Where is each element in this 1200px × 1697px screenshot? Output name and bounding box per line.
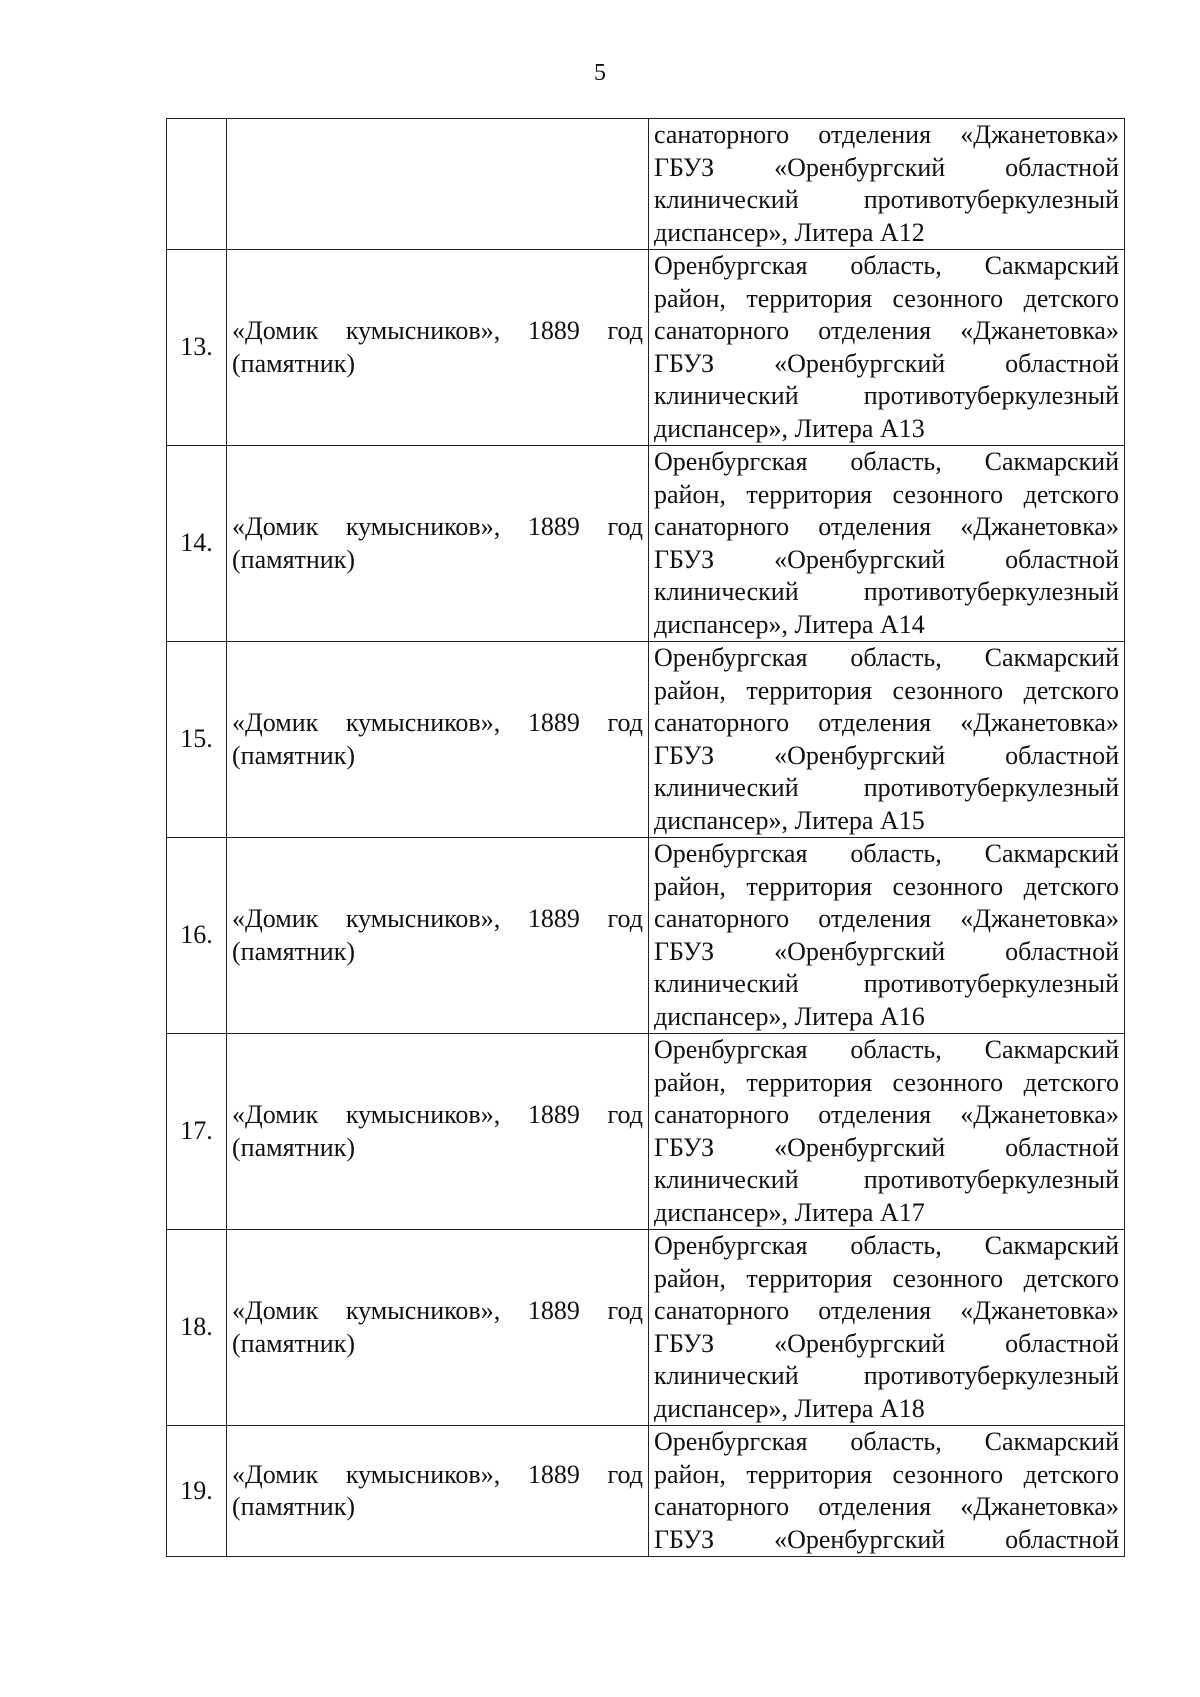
address-word: «Оренбургский [774, 740, 946, 770]
address-word: «Оренбургский [774, 1328, 946, 1358]
table-row [167, 446, 1125, 642]
address-line [654, 544, 1119, 577]
table-row [167, 1426, 1125, 1557]
address-line [654, 1197, 1119, 1230]
object-name-cell [227, 1230, 649, 1426]
address-word: диспансер», Литера А15 [654, 805, 925, 835]
table-row [167, 1034, 1125, 1230]
address-word: Оренбургская [654, 1231, 808, 1260]
object-name-cell [227, 642, 649, 838]
address-word: ГБУЗ [654, 936, 715, 966]
address-word: район, [654, 1263, 726, 1293]
address-word: «Оренбургский [774, 544, 946, 574]
row-number-cell: 19. [167, 1426, 227, 1557]
object-name-word: год [607, 1459, 643, 1489]
address-word: область, [850, 251, 942, 280]
address-word: сезонного [892, 1263, 1004, 1293]
address-line [654, 1034, 1119, 1067]
object-name-word: «Домик [232, 708, 319, 737]
object-name-word: кумысников», [345, 1100, 501, 1129]
address-word: областной [1005, 544, 1119, 574]
address-line [654, 217, 1119, 250]
address-word: клинический [654, 577, 799, 606]
object-name-word: «Домик [232, 1100, 319, 1129]
page-number: 5 [594, 60, 606, 86]
object-name-word: кумысников», [345, 1296, 501, 1325]
object-name-word: кумысников», [345, 316, 501, 345]
address-word: область, [850, 643, 942, 672]
address-word: ГБУЗ [654, 1328, 715, 1358]
object-category: (памятник) [232, 1492, 356, 1521]
object-name-word: «Домик [232, 1459, 319, 1489]
address-word: противотуберкулезный [863, 1165, 1119, 1194]
object-name-word: 1889 [527, 1296, 580, 1325]
address-word: район, [654, 675, 726, 705]
address-word: сезонного [892, 675, 1004, 705]
object-name-cell [227, 1426, 649, 1557]
address-line [654, 413, 1119, 446]
address-word: территория [746, 871, 873, 901]
object-name-word: «Домик [232, 316, 319, 345]
address-line [654, 609, 1119, 642]
address-word: диспансер», Литера А12 [654, 217, 925, 247]
address-word: противотуберкулезный [863, 969, 1119, 998]
address-word: диспансер», Литера А17 [654, 1197, 925, 1227]
address-word: район, [654, 479, 726, 509]
address-line [654, 1459, 1119, 1492]
address-word: санаторного [654, 316, 790, 345]
address-word: территория [746, 479, 873, 509]
address-line [654, 1263, 1119, 1296]
object-name-cell [227, 250, 649, 446]
address-word: территория [746, 283, 873, 313]
address-word: санаторного [654, 708, 790, 737]
address-line [654, 1491, 1119, 1524]
address-line [654, 1426, 1119, 1459]
address-line [654, 675, 1119, 708]
address-line [654, 1360, 1119, 1393]
object-name-line [232, 903, 643, 936]
address-line [654, 740, 1119, 773]
address-word: сезонного [892, 871, 1004, 901]
object-name-cell [227, 838, 649, 1034]
address-word: район, [654, 283, 726, 313]
address-line [654, 1001, 1119, 1034]
address-cell [649, 838, 1125, 1034]
address-word: диспансер», Литера А18 [654, 1393, 925, 1423]
object-category: (памятник) [232, 1132, 356, 1162]
address-word: район, [654, 1459, 726, 1489]
address-word: детского [1023, 675, 1119, 705]
table-row [167, 1230, 1125, 1426]
address-word: область, [850, 1035, 942, 1064]
address-word: отделения [818, 1492, 932, 1521]
object-name-line [232, 1295, 643, 1328]
address-line [654, 283, 1119, 316]
address-word: противотуберкулезный [863, 185, 1119, 214]
address-word: отделения [818, 512, 932, 541]
address-word: отделения [818, 904, 932, 933]
address-line [654, 576, 1119, 609]
address-word: отделения [818, 1100, 932, 1129]
address-word: район, [654, 1067, 726, 1097]
address-word: ГБУЗ [654, 348, 715, 378]
address-word: санаторного [654, 1296, 790, 1325]
address-word: область, [850, 447, 942, 476]
address-word: санаторного [654, 512, 790, 541]
object-name-word: 1889 [527, 708, 580, 737]
address-word: детского [1023, 283, 1119, 313]
address-word: областной [1005, 348, 1119, 378]
address-line [654, 1099, 1119, 1132]
address-word: сезонного [892, 1067, 1004, 1097]
address-word: территория [746, 675, 873, 705]
address-cell [649, 642, 1125, 838]
object-name-line [232, 315, 643, 348]
address-word: территория [746, 1459, 873, 1489]
row-number-cell: 17. [167, 1034, 227, 1230]
address-word: ГБУЗ [654, 544, 715, 574]
address-word: ГБУЗ [654, 1132, 715, 1162]
address-word: клинический [654, 1165, 799, 1194]
address-word: клинический [654, 969, 799, 998]
address-word: Сакмарский [984, 447, 1119, 476]
address-line [654, 772, 1119, 805]
object-name-word: 1889 [527, 512, 580, 541]
table-row [167, 119, 1125, 250]
address-word: «Джанетовка» [960, 316, 1119, 345]
address-line [654, 968, 1119, 1001]
object-name-word: 1889 [527, 1100, 580, 1129]
address-cell [649, 446, 1125, 642]
address-word: отделения [818, 120, 932, 149]
address-line [654, 871, 1119, 904]
address-word: Оренбургская [654, 1035, 808, 1064]
address-line [654, 1230, 1119, 1263]
address-word: санаторного [654, 1492, 790, 1521]
address-word: ГБУЗ [654, 1524, 715, 1554]
address-cell [649, 1230, 1125, 1426]
address-word: диспансер», Литера А16 [654, 1001, 925, 1031]
address-word: Сакмарский [984, 839, 1119, 868]
object-name-word: кумысников», [345, 512, 501, 541]
object-name-word: «Домик [232, 904, 319, 933]
address-word: «Джанетовка» [960, 1296, 1119, 1325]
object-name-word: год [607, 316, 643, 345]
address-word: областной [1005, 740, 1119, 770]
object-name-word: год [607, 708, 643, 737]
address-line [654, 707, 1119, 740]
address-word: сезонного [892, 479, 1004, 509]
address-word: сезонного [892, 1459, 1004, 1489]
address-word: санаторного [654, 120, 790, 149]
object-name-word: год [607, 904, 643, 933]
object-name-cell [227, 1034, 649, 1230]
address-word: противотуберкулезный [863, 1361, 1119, 1390]
address-word: клинический [654, 773, 799, 802]
address-word: «Джанетовка» [960, 512, 1119, 541]
address-cell [649, 1034, 1125, 1230]
address-line [654, 936, 1119, 969]
table-body [167, 119, 1125, 1557]
address-word: противотуберкулезный [863, 381, 1119, 410]
object-category: (памятник) [232, 936, 356, 966]
monuments-table [166, 118, 1125, 1557]
object-name-word: «Домик [232, 1296, 319, 1325]
row-number-cell [167, 119, 227, 250]
address-word: противотуберкулезный [863, 773, 1119, 802]
address-line [654, 446, 1119, 479]
address-word: территория [746, 1263, 873, 1293]
object-name-word: год [607, 1296, 643, 1325]
address-word: «Оренбургский [774, 152, 946, 182]
row-number-cell: 18. [167, 1230, 227, 1426]
address-word: детского [1023, 1067, 1119, 1097]
address-word: противотуберкулезный [863, 577, 1119, 606]
address-word: ГБУЗ [654, 740, 715, 770]
address-line [654, 380, 1119, 413]
object-name-word: кумысников», [345, 1459, 501, 1489]
address-word: «Джанетовка» [960, 120, 1119, 149]
address-word: Оренбургская [654, 1427, 808, 1456]
object-name-line [232, 511, 643, 544]
address-word: «Джанетовка» [960, 1492, 1119, 1521]
address-word: отделения [818, 1296, 932, 1325]
address-line [654, 1393, 1119, 1426]
address-line [654, 250, 1119, 283]
address-word: областной [1005, 936, 1119, 966]
address-word: район, [654, 871, 726, 901]
address-word: Сакмарский [984, 1427, 1119, 1456]
address-word: областной [1005, 1524, 1119, 1554]
row-number-cell: 14. [167, 446, 227, 642]
address-word: «Оренбургский [774, 348, 946, 378]
address-word: областной [1005, 152, 1119, 182]
address-word: диспансер», Литера А13 [654, 413, 925, 443]
address-cell [649, 1426, 1125, 1557]
address-word: область, [850, 1427, 942, 1456]
address-word: территория [746, 1067, 873, 1097]
object-name-line [232, 1459, 643, 1492]
address-word: «Джанетовка» [960, 904, 1119, 933]
address-line [654, 119, 1119, 152]
object-category: (памятник) [232, 544, 356, 574]
address-word: Оренбургская [654, 251, 808, 280]
address-line [654, 184, 1119, 217]
address-word: Сакмарский [984, 1231, 1119, 1260]
address-word: Сакмарский [984, 1035, 1119, 1064]
object-name-word: кумысников», [345, 904, 501, 933]
address-word: клинический [654, 381, 799, 410]
address-word: областной [1005, 1132, 1119, 1162]
address-word: «Джанетовка» [960, 1100, 1119, 1129]
address-line [654, 479, 1119, 512]
object-name-cell [227, 119, 649, 250]
address-line [654, 903, 1119, 936]
object-name-word: 1889 [527, 1459, 580, 1489]
address-line [654, 1164, 1119, 1197]
address-word: детского [1023, 1459, 1119, 1489]
address-word: детского [1023, 1263, 1119, 1293]
address-word: санаторного [654, 904, 790, 933]
address-line [654, 1524, 1119, 1557]
address-word: областной [1005, 1328, 1119, 1358]
address-line [654, 1295, 1119, 1328]
object-name-line [232, 707, 643, 740]
address-word: Сакмарский [984, 251, 1119, 280]
table-row [167, 642, 1125, 838]
address-line [654, 838, 1119, 871]
address-word: диспансер», Литера А14 [654, 609, 925, 639]
object-category: (памятник) [232, 1328, 356, 1358]
address-line [654, 348, 1119, 381]
address-line [654, 315, 1119, 348]
object-category: (памятник) [232, 740, 356, 770]
object-category: (памятник) [232, 348, 356, 378]
address-line [654, 511, 1119, 544]
row-number-cell: 16. [167, 838, 227, 1034]
address-word: сезонного [892, 283, 1004, 313]
object-name-line [232, 1099, 643, 1132]
address-word: детского [1023, 871, 1119, 901]
address-word: Оренбургская [654, 839, 808, 868]
address-word: «Джанетовка» [960, 708, 1119, 737]
object-name-word: 1889 [527, 316, 580, 345]
address-cell [649, 119, 1125, 250]
address-line [654, 1067, 1119, 1100]
table-row [167, 838, 1125, 1034]
address-word: область, [850, 839, 942, 868]
address-line [654, 642, 1119, 675]
address-word: отделения [818, 708, 932, 737]
address-word: отделения [818, 316, 932, 345]
object-name-word: год [607, 1100, 643, 1129]
address-word: клинический [654, 185, 799, 214]
address-cell [649, 250, 1125, 446]
object-name-word: 1889 [527, 904, 580, 933]
address-word: клинический [654, 1361, 799, 1390]
address-word: санаторного [654, 1100, 790, 1129]
address-word: детского [1023, 479, 1119, 509]
address-line [654, 152, 1119, 185]
address-line [654, 1132, 1119, 1165]
address-word: «Оренбургский [774, 1132, 946, 1162]
address-line [654, 1328, 1119, 1361]
object-name-word: кумысников», [345, 708, 501, 737]
address-word: ГБУЗ [654, 152, 715, 182]
object-name-word: «Домик [232, 512, 319, 541]
address-word: область, [850, 1231, 942, 1260]
object-name-word: год [607, 512, 643, 541]
address-word: «Оренбургский [774, 936, 946, 966]
address-word: «Оренбургский [774, 1524, 946, 1554]
address-word: Оренбургская [654, 447, 808, 476]
address-line [654, 805, 1119, 838]
table-row [167, 250, 1125, 446]
object-name-cell [227, 446, 649, 642]
row-number-cell: 13. [167, 250, 227, 446]
address-word: Оренбургская [654, 643, 808, 672]
address-word: Сакмарский [984, 643, 1119, 672]
row-number-cell: 15. [167, 642, 227, 838]
